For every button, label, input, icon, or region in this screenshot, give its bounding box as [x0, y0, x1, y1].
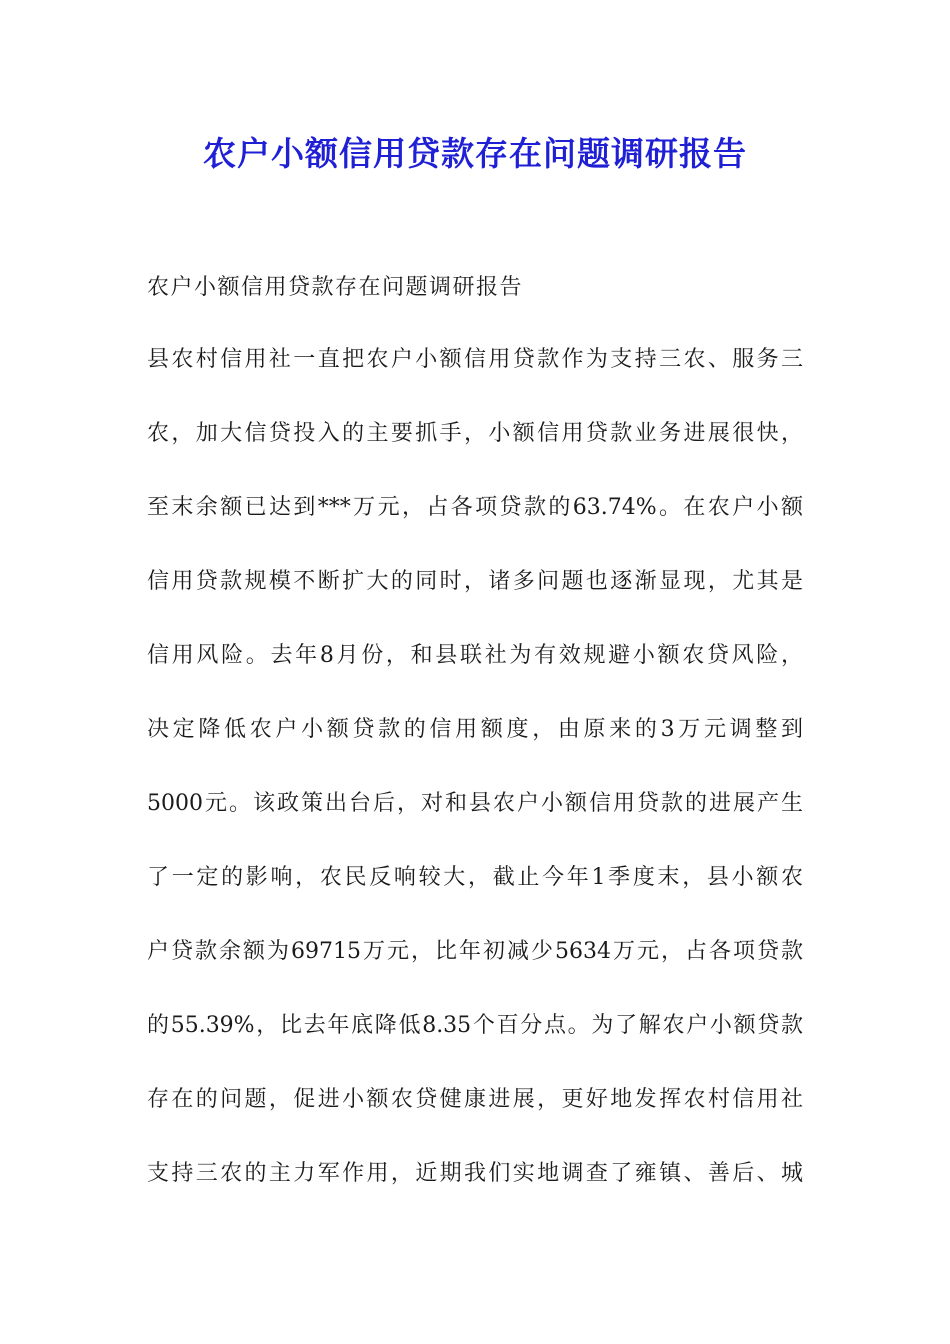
body-line: 了一定的影响，农民反响较大，截止今年1季度末，县小额农	[147, 865, 803, 890]
body-line: 存在的问题，促进小额农贷健康进展，更好地发挥农村信用社	[147, 1087, 803, 1112]
body-line: 的55.39%，比去年底降低8.35个百分点。为了解农户小额贷款	[147, 1013, 803, 1038]
body-line: 支持三农的主力军作用，近期我们实地调查了雍镇、善后、城	[147, 1161, 803, 1186]
body-line: 户贷款余额为69715万元，比年初减少5634万元，占各项贷款	[147, 939, 803, 964]
body-line: 信用风险。去年8月份，和县联社为有效规避小额农贷风险，	[147, 643, 803, 668]
document-title: 农户小额信用贷款存在问题调研报告	[203, 134, 747, 173]
body-line: 县农村信用社一直把农户小额信用贷款作为支持三农、服务三	[147, 347, 803, 372]
body-line: 5000元。该政策出台后，对和县农户小额信用贷款的进展产生	[147, 791, 803, 816]
body-line: 农，加大信贷投入的主要抓手，小额信用贷款业务进展很快，	[147, 421, 803, 446]
body-line: 信用贷款规模不断扩大的同时，诸多问题也逐渐显现，尤其是	[147, 569, 803, 594]
body-line: 至末余额已达到***万元，占各项贷款的63.74%。在农户小额	[147, 495, 803, 520]
document-subtitle: 农户小额信用贷款存在问题调研报告	[147, 275, 524, 300]
body-line: 决定降低农户小额贷款的信用额度，由原来的3万元调整到	[147, 717, 803, 742]
